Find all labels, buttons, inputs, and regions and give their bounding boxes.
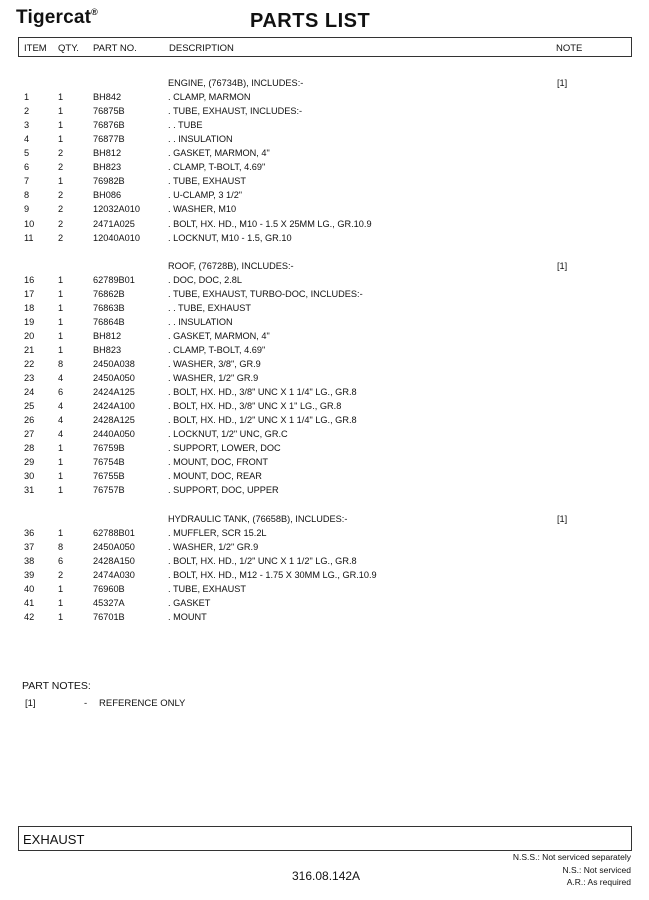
table-row (0, 104, 649, 118)
row-item: 1 (24, 92, 30, 103)
row-part-no: 76757B (93, 485, 125, 496)
row-item: 3 (24, 120, 30, 131)
row-qty: 1 (58, 92, 64, 103)
row-part-no: 76755B (93, 471, 125, 482)
row-part-no: 76863B (93, 302, 125, 313)
row-item: 37 (24, 541, 35, 552)
table-row (0, 343, 649, 357)
row-item: 41 (24, 597, 35, 608)
row-description: . MOUNT (168, 611, 207, 622)
row-part-no: 45327A (93, 597, 125, 608)
row-part-no: 2450A050 (93, 373, 135, 384)
row-item: 18 (24, 302, 35, 313)
row-qty: 1 (58, 120, 64, 131)
row-qty: 2 (58, 204, 64, 215)
table-row (0, 540, 649, 554)
registered-mark: ® (91, 6, 99, 17)
table-row (0, 188, 649, 202)
row-part-no: 76875B (93, 106, 125, 117)
row-item: 24 (24, 387, 35, 398)
row-description: . WASHER, 3/8", GR.9 (168, 359, 261, 369)
row-description: . MUFFLER, SCR 15.2L (168, 527, 267, 538)
row-part-no: 76862B (93, 288, 125, 299)
row-qty: 4 (58, 373, 64, 384)
row-note: [1] (557, 260, 568, 271)
table-row (0, 498, 649, 512)
table-row (0, 217, 649, 231)
row-qty: 1 (58, 316, 64, 327)
row-item: 42 (24, 611, 35, 622)
row-qty: 1 (58, 457, 64, 468)
legend-line: N.S.: Not serviced (562, 864, 631, 875)
row-part-no: 2474A030 (93, 569, 135, 580)
table-row (0, 174, 649, 188)
col-qty: QTY. (58, 43, 79, 54)
row-qty: 6 (58, 387, 64, 398)
row-qty: 4 (58, 415, 64, 426)
row-item: 27 (24, 429, 35, 440)
table-row (0, 146, 649, 160)
row-item: 29 (24, 457, 35, 468)
row-description: . DOC, DOC, 2.8L (168, 274, 243, 285)
table-row (0, 118, 649, 132)
row-description: . TUBE, EXHAUST, INCLUDES:- (168, 106, 303, 117)
row-description: . BOLT, HX. HD., 3/8" UNC X 1" LG., GR.8 (168, 401, 342, 412)
row-item: 25 (24, 401, 35, 412)
row-description: . SUPPORT, LOWER, DOC (168, 443, 281, 454)
row-part-no: 76759B (93, 443, 125, 454)
row-description: . . TUBE, EXHAUST (168, 302, 252, 313)
row-item: 40 (24, 583, 35, 594)
row-part-no: BH812 (93, 330, 122, 341)
row-description: . TUBE, EXHAUST (168, 176, 246, 187)
col-item: ITEM (24, 43, 47, 54)
row-part-no: 76864B (93, 316, 125, 327)
row-part-no: BH823 (93, 162, 122, 173)
row-part-no: 76982B (93, 176, 125, 187)
row-qty: 4 (58, 429, 64, 440)
row-item: 19 (24, 316, 35, 327)
table-row (0, 568, 649, 582)
row-description: . LOCKNUT, 1/2" UNC, GR.C (168, 429, 288, 440)
table-row (0, 371, 649, 385)
row-item: 6 (24, 162, 30, 173)
page-title: PARTS LIST (250, 10, 371, 32)
row-item: 22 (24, 359, 35, 369)
row-description: . BOLT, HX. HD., M10 - 1.5 X 25MM LG., GR.10.9 (168, 218, 372, 229)
legend-line: N.S.S.: Not serviced separately (512, 852, 631, 862)
row-item: 9 (24, 204, 30, 215)
row-part-no: 76701B (93, 611, 125, 622)
row-item: 31 (24, 485, 35, 496)
row-description: . BOLT, HX. HD., M12 - 1.75 X 30MM LG., GR.10.9 (168, 569, 377, 580)
table-row (0, 455, 649, 469)
row-item: 11 (24, 232, 34, 243)
row-item: 38 (24, 555, 35, 566)
row-description: . MOUNT, DOC, FRONT (168, 457, 269, 468)
table-row (0, 301, 649, 315)
row-part-no: 62789B01 (93, 274, 135, 285)
row-note: [1] (557, 78, 568, 88)
table-row (0, 385, 649, 399)
row-item: 36 (24, 527, 35, 538)
row-part-no: 76754B (93, 457, 125, 468)
row-description: ROOF, (76728B), INCLUDES:- (168, 260, 294, 271)
row-qty: 1 (58, 330, 64, 341)
col-part-no: PART NO. (93, 43, 137, 54)
row-description: ENGINE, (76734B), INCLUDES:- (168, 78, 304, 88)
table-row (0, 315, 649, 329)
row-part-no: 2424A100 (93, 401, 135, 412)
table-row (0, 441, 649, 455)
row-part-no: 12032A010 (93, 204, 141, 215)
row-part-no: 2424A125 (93, 387, 135, 398)
table-row (0, 413, 649, 427)
row-description: . SUPPORT, DOC, UPPER (168, 485, 279, 496)
part-notes-title: PART NOTES: (22, 680, 91, 692)
row-qty: 2 (58, 218, 64, 229)
table-row (0, 287, 649, 301)
row-qty: 1 (58, 611, 64, 622)
row-qty: 4 (58, 401, 64, 412)
table-row (0, 259, 649, 273)
table-row (0, 329, 649, 343)
row-part-no: 2450A038 (93, 359, 135, 369)
row-part-no: 2471A025 (93, 218, 135, 229)
row-part-no: 2428A125 (93, 415, 135, 426)
table-row (0, 596, 649, 610)
row-item: 2 (24, 106, 30, 117)
row-qty: 1 (58, 344, 64, 355)
row-qty: 1 (58, 302, 64, 313)
section-box (18, 826, 632, 851)
row-part-no: 76960B (93, 583, 125, 594)
row-description: . TUBE, EXHAUST (168, 583, 246, 594)
row-qty: 6 (58, 555, 64, 566)
note-ref: [1] (25, 698, 36, 709)
row-description: . CLAMP, T-BOLT, 4.69" (168, 162, 266, 173)
row-qty: 2 (58, 148, 64, 159)
logo-text: Tigercat (16, 7, 92, 28)
row-description: . GASKET, MARMON, 4" (168, 148, 270, 159)
row-item: 4 (24, 134, 30, 145)
table-row (0, 160, 649, 174)
table-row (0, 399, 649, 413)
table-row (0, 90, 649, 104)
row-description: . CLAMP, T-BOLT, 4.69" (168, 344, 266, 355)
table-row (0, 202, 649, 216)
col-note: NOTE (556, 43, 583, 54)
row-item: 20 (24, 330, 35, 341)
section-title: EXHAUST (23, 832, 85, 847)
table-row (0, 582, 649, 596)
row-item: 7 (24, 176, 30, 187)
row-item: 10 (24, 218, 35, 229)
table-row (0, 526, 649, 540)
row-qty: 8 (58, 359, 64, 369)
table-row (0, 76, 649, 90)
row-qty: 2 (58, 162, 64, 173)
legend-line: A.R.: As required (566, 877, 631, 887)
row-item: 39 (24, 569, 35, 580)
row-qty: 1 (58, 134, 64, 145)
row-part-no: BH086 (93, 190, 122, 201)
table-row (0, 512, 649, 526)
row-qty: 1 (58, 106, 64, 117)
row-part-no: 76877B (93, 134, 125, 145)
row-qty: 1 (58, 443, 64, 454)
table-row (0, 427, 649, 441)
row-qty: 1 (58, 527, 64, 538)
row-qty: 2 (58, 569, 64, 580)
row-qty: 1 (58, 583, 64, 594)
table-row (0, 469, 649, 483)
row-item: 16 (24, 274, 35, 285)
table-row (0, 245, 649, 259)
row-part-no: 2428A150 (93, 555, 135, 566)
row-description: . . TUBE (168, 120, 203, 131)
row-part-no: 2450A050 (93, 541, 135, 552)
table-row (0, 483, 649, 497)
row-item: 17 (24, 288, 35, 299)
row-item: 21 (24, 344, 35, 355)
row-item: 28 (24, 443, 35, 454)
row-item: 5 (24, 148, 30, 159)
row-part-no: 62788B01 (93, 527, 135, 538)
row-qty: 2 (58, 190, 64, 201)
document-number: 316.08.142A (292, 869, 361, 883)
table-row (0, 357, 649, 371)
table-row (0, 610, 649, 624)
row-description: . MOUNT, DOC, REAR (168, 471, 262, 482)
row-item: 30 (24, 471, 35, 482)
row-qty: 1 (58, 274, 64, 285)
row-description: . CLAMP, MARMON (168, 92, 251, 103)
row-description: HYDRAULIC TANK, (76658B), INCLUDES:- (168, 513, 348, 524)
row-qty: 2 (58, 232, 64, 243)
row-note: [1] (557, 513, 568, 524)
note-dash: - (84, 698, 88, 709)
table-header (18, 37, 632, 57)
row-description: . GASKET (168, 597, 211, 608)
row-description: . U-CLAMP, 3 1/2" (168, 190, 243, 201)
row-part-no: 12040A010 (93, 232, 141, 243)
row-description: . BOLT, HX. HD., 1/2" UNC X 1 1/2" LG., GR.8 (168, 555, 357, 566)
row-part-no: BH823 (93, 344, 122, 355)
row-qty: 1 (58, 485, 64, 496)
row-qty: 1 (58, 288, 64, 299)
table-row (0, 132, 649, 146)
row-description: . . INSULATION (168, 134, 233, 145)
col-description: DESCRIPTION (169, 43, 234, 54)
row-part-no: BH842 (93, 92, 122, 103)
row-item: 8 (24, 190, 30, 201)
row-item: 23 (24, 373, 35, 384)
row-item: 26 (24, 415, 35, 426)
table-row (0, 273, 649, 287)
table-row (0, 554, 649, 568)
note-text: REFERENCE ONLY (99, 698, 186, 709)
row-description: . WASHER, 1/2" GR.9 (168, 541, 259, 552)
row-qty: 1 (58, 176, 64, 187)
row-description: . BOLT, HX. HD., 3/8" UNC X 1 1/4" LG., GR.8 (168, 387, 357, 398)
row-description: . GASKET, MARMON, 4" (168, 330, 270, 341)
row-qty: 1 (58, 471, 64, 482)
row-description: . TUBE, EXHAUST, TURBO-DOC, INCLUDES:- (168, 288, 363, 299)
tigercat-logo (16, 7, 98, 29)
row-description: . . INSULATION (168, 316, 233, 327)
row-part-no: BH812 (93, 148, 122, 159)
abbreviation-legend (513, 851, 631, 889)
row-qty: 1 (58, 597, 64, 608)
row-qty: 8 (58, 541, 64, 552)
row-part-no: 2440A050 (93, 429, 135, 440)
row-description: . LOCKNUT, M10 - 1.5, GR.10 (168, 232, 292, 243)
table-row (0, 231, 649, 245)
row-description: . WASHER, 1/2" GR.9 (168, 373, 259, 384)
row-description: . WASHER, M10 (168, 204, 237, 215)
row-description: . BOLT, HX. HD., 1/2" UNC X 1 1/4" LG., GR.8 (168, 415, 357, 426)
row-part-no: 76876B (93, 120, 125, 131)
